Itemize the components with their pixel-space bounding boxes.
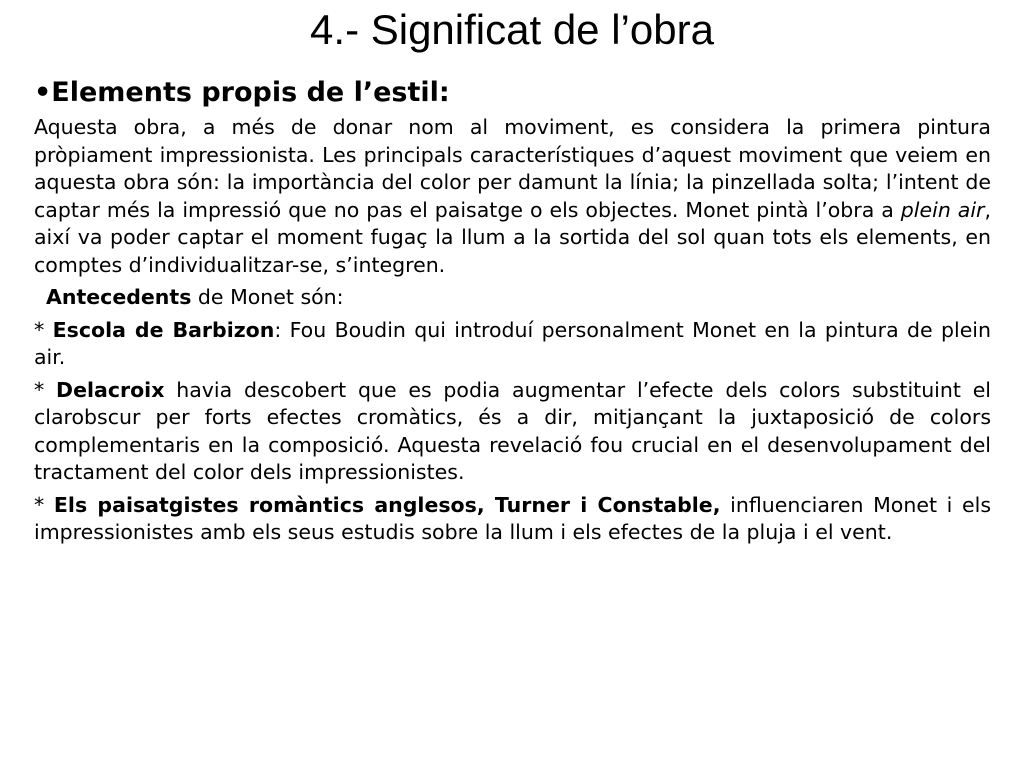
italic-term: plein air bbox=[900, 197, 985, 222]
paragraph-style-description bbox=[34, 114, 991, 279]
paragraph-text: , així va poder captar el moment fugaç la llum a la sortida del sol quan tots els elements, en comptes d’individualitzar-se, s’integren. bbox=[34, 197, 991, 277]
paragraph-barbizon bbox=[34, 317, 991, 372]
slide-title: 4.- Significat de l’obra bbox=[310, 6, 714, 53]
list-marker: * bbox=[34, 317, 53, 342]
heading-text: Elements propis de l’estil: bbox=[51, 77, 450, 108]
bold-term: Delacroix bbox=[56, 377, 165, 402]
list-marker: * bbox=[34, 377, 57, 402]
bold-term: Els paisatgistes romàntics anglesos, Turner i Constable, bbox=[53, 492, 721, 517]
paragraph-text: influenciaren Monet i els impressionistes amb els seus estudis sobre la llum i els efectes de la pluja i el vent. bbox=[34, 492, 991, 544]
paragraph-text: de Monet són: bbox=[191, 285, 344, 309]
heading-bullet: • bbox=[34, 77, 52, 108]
list-marker: * bbox=[34, 492, 54, 517]
slide-content bbox=[34, 76, 991, 552]
paragraph-delacroix bbox=[34, 377, 991, 487]
section-heading bbox=[34, 76, 991, 110]
paragraph-text: havia descobert que es podia augmentar l’efecte dels colors substituint el clarobscur per forts efectes cromàtics, és a dir, mitjançant la juxtaposició de colors complementaris en la composició. Aquesta revelació fou crucial en el desenvolupament del tractament del color dels impressionistes. bbox=[34, 377, 991, 484]
paragraph-text: Aquesta obra, a més de donar nom al moviment, es considera la primera pintura pròpiament impressionista. Les principals característiques d’aquest moviment que veiem en aquesta obra són: la importància del color per damunt la línia; la pinzellada solta; l’intent de captar més la impressió que no pas el paisatge o els objectes. Monet pintà l’obra a bbox=[34, 115, 991, 222]
paragraph-text: : Fou Boudin qui introduí personalment Monet en la pintura de plein air. bbox=[34, 317, 991, 369]
bold-term: Escola de Barbizon bbox=[52, 317, 275, 342]
paragraph-antecedents-intro bbox=[34, 284, 991, 312]
paragraph-english-romantics bbox=[34, 492, 991, 547]
bold-term: Antecedents bbox=[46, 285, 192, 309]
